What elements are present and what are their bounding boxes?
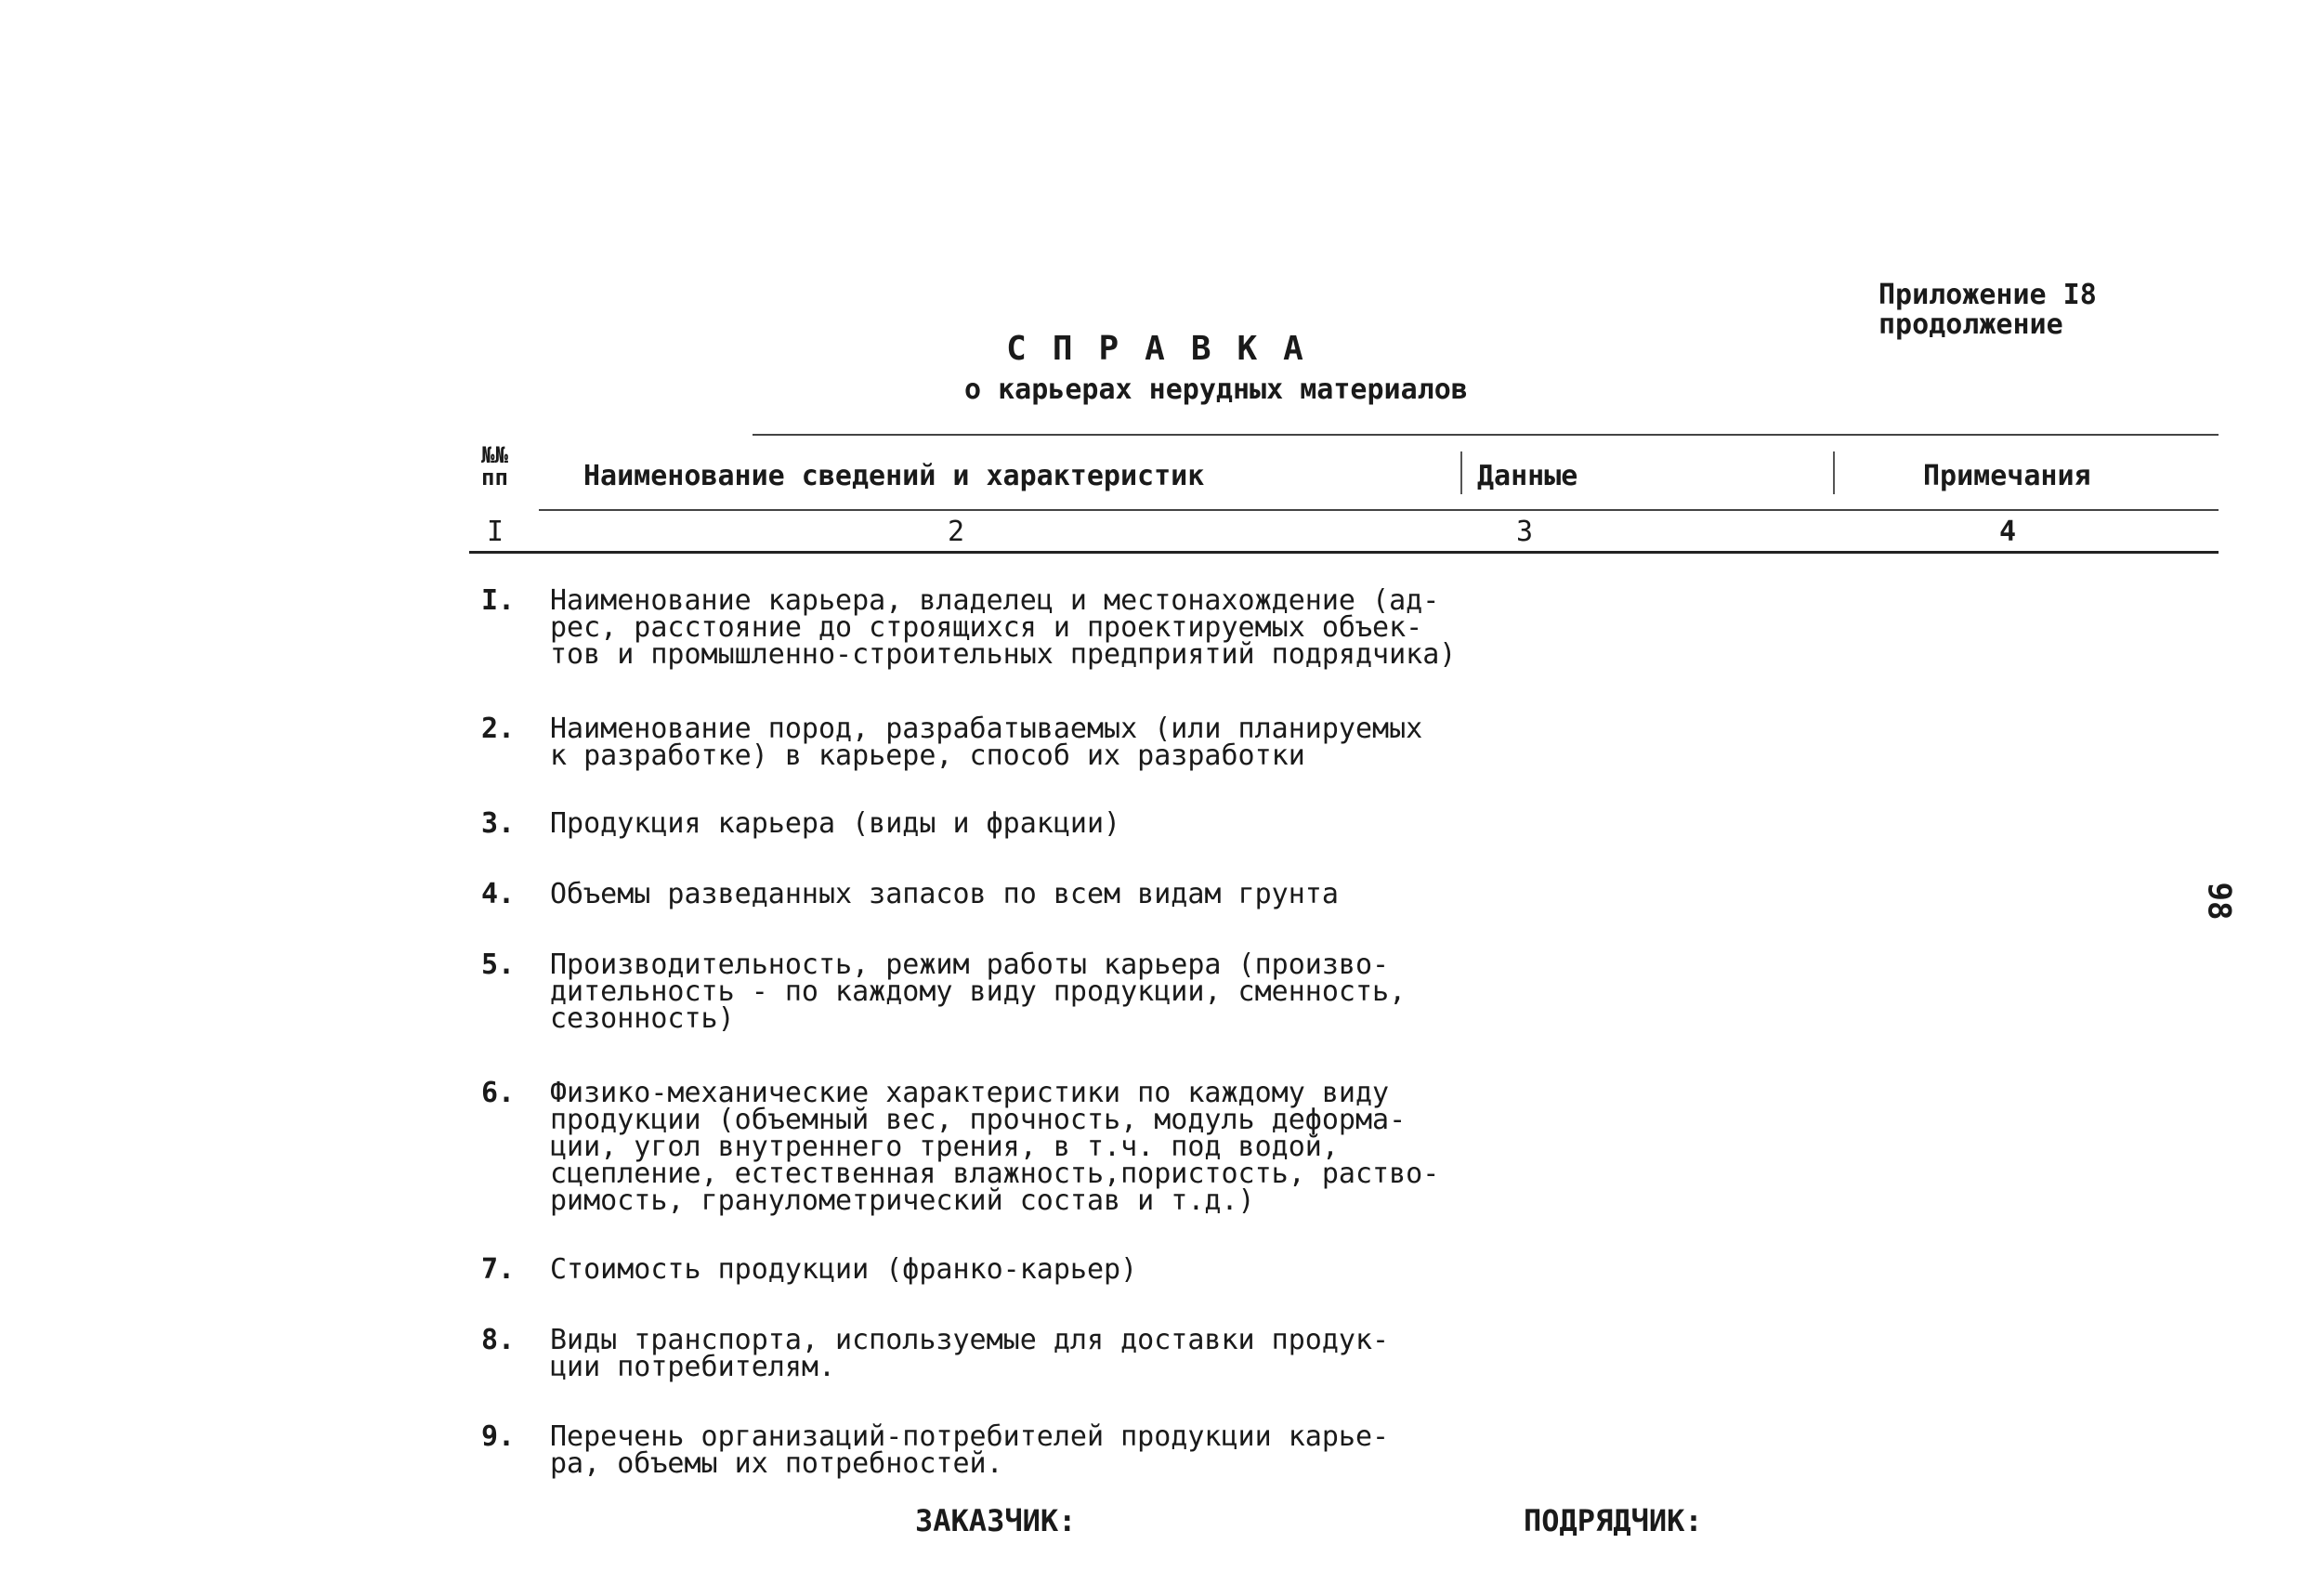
column-number-3: 3 bbox=[1516, 516, 1534, 548]
document-subtitle: о карьерах нерудных материалов bbox=[964, 373, 1468, 406]
item-text: Наименование пород, разрабатываемых (или планируемых к разработке) в карьере, способ их разработки bbox=[550, 713, 1423, 772]
header-col-name: Наименование сведений и характеристик bbox=[583, 460, 1205, 492]
document-title: СПРАВКА bbox=[1006, 330, 1329, 368]
item-text: Виды транспорта, используемые для доставки продук- ции потребителям. bbox=[550, 1324, 1390, 1383]
header-mid-rule bbox=[539, 509, 2219, 511]
item-text: Стоимость продукции (франко-карьер) bbox=[550, 1253, 1138, 1286]
column-number-4: 4 bbox=[1999, 516, 2017, 548]
item-number: 5. bbox=[481, 948, 516, 981]
signature-customer: ЗАКАЗЧИК: bbox=[915, 1503, 1077, 1538]
item-text: Производительность, режим работы карьера (произво- дительность - по каждому виду продукции, сменность, сезонность) bbox=[550, 948, 1407, 1035]
item-number: 7. bbox=[481, 1253, 516, 1286]
item-number: 3. bbox=[481, 807, 516, 840]
item-number: 2. bbox=[481, 713, 516, 745]
column-number-1: I bbox=[487, 516, 504, 548]
signature-contractor: ПОДРЯДЧИК: bbox=[1524, 1503, 1703, 1538]
item-text: Физико-механические характеристики по каждому виду продукции (объемный вес, прочность, модуль деформа- ции, угол внутреннего трения, в т.ч. под водой, сцепление, естественная влажность,пористость, раство- римость, гранулометрический состав и т.д.) bbox=[550, 1077, 1440, 1217]
header-col-number bbox=[481, 444, 508, 489]
header-col-data: Данные bbox=[1477, 460, 1578, 492]
item-text: Наименование карьера, владелец и местонахождение (ад- рес, расстояние до строящихся и проектируемых объек- тов и промышленно-строительных предприятий подрядчика) bbox=[550, 584, 1457, 671]
item-number: 8. bbox=[481, 1324, 516, 1356]
item-text: Продукция карьера (виды и фракции) bbox=[550, 807, 1121, 840]
header-divider-1 bbox=[1460, 451, 1462, 494]
item-number: I. bbox=[481, 584, 516, 617]
appendix-line-2: продолжение bbox=[1878, 308, 2063, 341]
column-number-2: 2 bbox=[948, 516, 965, 548]
header-col-number-line-2: пп bbox=[481, 464, 508, 491]
header-col-notes: Примечания bbox=[1923, 460, 2091, 492]
item-number: 9. bbox=[481, 1420, 516, 1453]
header-bottom-rule bbox=[469, 551, 2219, 554]
header-top-rule bbox=[753, 434, 2219, 436]
header-col-number-line-1: №№ bbox=[481, 442, 508, 468]
page-number: 98 bbox=[2200, 882, 2238, 921]
appendix-line-1: Приложение I8 bbox=[1878, 279, 2097, 311]
header-divider-2 bbox=[1833, 451, 1835, 494]
item-text: Перечень организаций-потребителей продукции карье- ра, объемы их потребностей. bbox=[550, 1420, 1390, 1480]
item-number: 4. bbox=[481, 878, 516, 910]
item-number: 6. bbox=[481, 1077, 516, 1109]
item-text: Объемы разведанных запасов по всем видам грунта bbox=[550, 878, 1339, 910]
